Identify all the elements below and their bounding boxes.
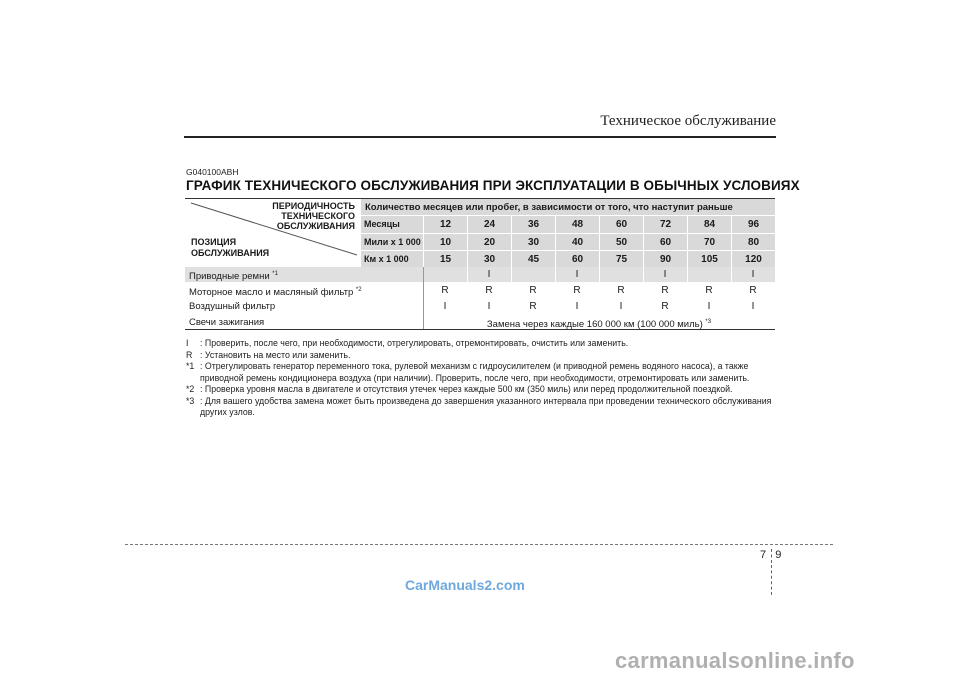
cell: 48 bbox=[555, 216, 599, 233]
footnote: R : Установить на место или заменить. bbox=[186, 349, 351, 360]
row-values-km bbox=[423, 250, 775, 268]
cell: 105 bbox=[687, 251, 731, 268]
footer-rule bbox=[125, 544, 833, 545]
column-divider bbox=[423, 267, 424, 329]
page-number: 7 9 bbox=[760, 549, 782, 561]
row-header-km: Км x 1 000 bbox=[361, 250, 423, 267]
cell: 60 bbox=[599, 216, 643, 233]
cell: 20 bbox=[467, 234, 511, 251]
periodicity-label: ПЕРИОДИЧНОСТЬ ТЕХНИЧЕСКОГО ОБСЛУЖИВАНИЯ bbox=[272, 201, 355, 231]
spark-plug-note: Замена через каждые 160 000 км (100 000 миль) $^{*3}$ bbox=[486, 319, 712, 331]
cell: 80 bbox=[731, 234, 775, 251]
doc-code: G040100ABH bbox=[186, 167, 239, 177]
maintenance-table bbox=[185, 198, 775, 330]
table-row bbox=[185, 299, 775, 314]
bottom-watermark: carmanualsonline.info bbox=[615, 648, 855, 673]
position-label: ПОЗИЦИЯ ОБСЛУЖИВАНИЯ bbox=[191, 237, 270, 258]
cell: 24 bbox=[467, 216, 511, 233]
section-title: Техническое обслуживание bbox=[600, 113, 776, 129]
cell: 45 bbox=[511, 251, 555, 268]
footnotes bbox=[186, 338, 776, 419]
watermark[interactable]: CarManuals2.com bbox=[405, 577, 525, 593]
table-row bbox=[185, 267, 775, 282]
cell: 12 bbox=[423, 216, 467, 233]
cell: 96 bbox=[731, 216, 775, 233]
item-name: Моторное масло и масляный фильтр $^{*2}$ bbox=[189, 287, 362, 299]
header-rule bbox=[184, 136, 776, 138]
table-corner-cell bbox=[185, 199, 361, 267]
cell: 84 bbox=[687, 216, 731, 233]
cell: 30 bbox=[467, 251, 511, 268]
row-header-miles: Мили x 1 000 bbox=[361, 233, 423, 250]
footnote: *3 : Для вашего удобства замена может быть произведена до завершения указанного интервала при проведении технического обслуживания других узлов. bbox=[186, 395, 772, 417]
cell: 70 bbox=[687, 234, 731, 251]
cell: 50 bbox=[599, 234, 643, 251]
cell: 75 bbox=[599, 251, 643, 268]
row-values-months bbox=[423, 216, 775, 233]
footnote: *1 : Отрегулировать генератор переменного тока, рулевой механизм с гидроусилителем (и приводной ремень водяного насоса), а также приводной ремень кондиционера воздуха (при наличии). Проверить, после чего, при необходимости, отремонтировать или заменить. bbox=[186, 361, 750, 383]
cell: 60 bbox=[643, 234, 687, 251]
page-number-divider bbox=[771, 549, 773, 563]
item-name: Свечи зажигания bbox=[189, 317, 265, 328]
item-name: Приводные ремни $^{*1}$ bbox=[189, 271, 278, 283]
cell: 10 bbox=[423, 234, 467, 251]
page-edge-mark bbox=[771, 565, 772, 595]
cell: 120 bbox=[731, 251, 775, 268]
interval-header: Количество месяцев или пробег, в зависимости от того, что наступит раньше bbox=[361, 199, 775, 216]
cell: 15 bbox=[423, 251, 467, 268]
table-row bbox=[185, 315, 775, 330]
cell: 60 bbox=[555, 251, 599, 268]
cell: 30 bbox=[511, 234, 555, 251]
footnote: I : Проверить, после чего, при необходимости, отрегулировать, отремонтировать, очистить или заменить. bbox=[186, 338, 629, 348]
cell: 36 bbox=[511, 216, 555, 233]
cell: 90 bbox=[643, 251, 687, 268]
row-values-miles bbox=[423, 233, 775, 251]
footnote: *2 : Проверка уровня масла в двигателе и отсутствия утечек через каждые 500 км (350 миль) или перед продолжительной поездкой. bbox=[186, 384, 733, 394]
table-row bbox=[185, 283, 775, 298]
item-values: I I R I I R I I bbox=[443, 301, 755, 312]
row-header-months: Месяцы bbox=[361, 216, 423, 233]
cell: 40 bbox=[555, 234, 599, 251]
page-title: ГРАФИК ТЕХНИЧЕСКОГО ОБСЛУЖИВАНИЯ ПРИ ЭКСПЛУАТАЦИИ В ОБЫЧНЫХ УСЛОВИЯХ bbox=[186, 178, 800, 193]
item-values: I I I I bbox=[487, 269, 755, 280]
cell: 72 bbox=[643, 216, 687, 233]
item-name: Воздушный фильтр bbox=[189, 301, 276, 312]
item-values: R R R R R R R R bbox=[441, 285, 757, 296]
